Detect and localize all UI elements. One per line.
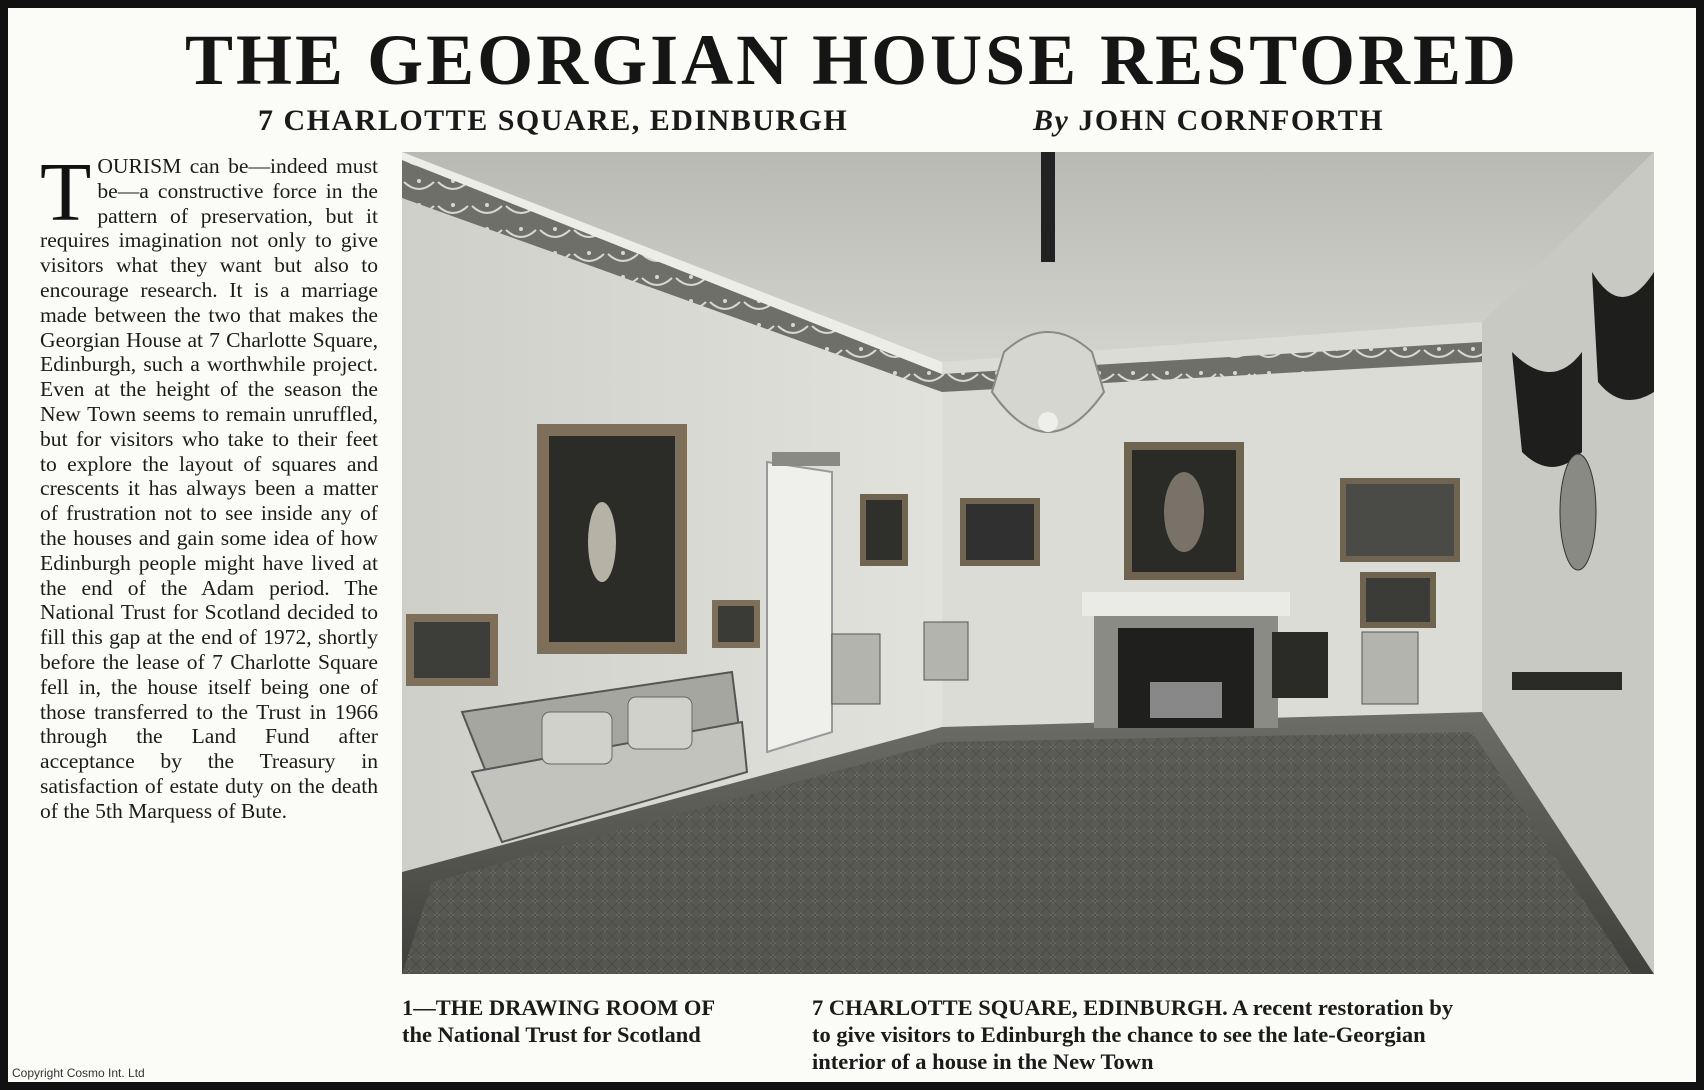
author-name: JOHN CORNFORTH [1078,104,1385,137]
caption-line: 1—THE DRAWING ROOM OF [402,995,716,1020]
article-body-text: OURISM can be—indeed must be—a constructive force in the pattern of preservation, but it requires imagination not only to give visitors what they want but also to encourage research. It is a marriage made between the two that makes the Georgian House at 7 Charlotte Square, Edinburgh, such a worthwhile project. Even at the height of the season the New Town seems to remain unruffled, but for visitors who take to their feet to explore the layout of squares and crescents it has always been a matter of frustration not to see inside any of the houses and gain some idea of how Edinburgh people might have lived at the end of the Adam period. The National Trust for Scotland decided to fill this gap at the end of 1972, shortly before the lease of 7 Charlotte Square fell in, the house itself being one of those transferred to the Trust in 1966 through the Land Fund after acceptance by the Treasury in satisfaction of estate duty on the death of the 5th Marquess of Bute. [40,154,378,823]
drawing-room-photo [402,152,1654,974]
painting-back-2 [966,504,1034,560]
side-table [1512,672,1622,690]
fire-screen [1272,632,1328,698]
mantelpiece [1082,592,1290,616]
drawing-room-illustration [402,152,1654,974]
article-body [40,146,378,824]
chair [924,622,968,680]
caption-line: to give visitors to Edinburgh the chance to see the late-Georgian [812,1022,1426,1047]
article-subtitle: 7 CHARLOTTE SQUARE, EDINBURGH [258,104,849,137]
article-byline [1033,104,1384,138]
door [767,462,832,752]
article-title: THE GEORGIAN HOUSE RESTORED [185,20,1519,100]
magazine-page [6,6,1698,1084]
fire-grate [1150,682,1222,718]
caption-line: the National Trust for Scotland [402,1022,701,1047]
byline-prefix: By [1033,104,1070,137]
cushion [628,697,692,749]
cushion [542,712,612,764]
caption-line: 7 CHARLOTTE SQUARE, EDINBURGH. A recent restoration by [812,995,1454,1020]
caption-line: interior of a house in the New Town [812,1049,1154,1074]
drop-cap: T [40,146,92,239]
landscape-painting [1346,484,1454,556]
painting-back-1 [866,500,902,560]
chair [1362,632,1418,704]
copyright-notice: Copyright Cosmo Int. Ltd [12,1066,145,1080]
caption-right-column [812,994,1654,1075]
wall-mirror [1560,454,1596,570]
caption-left-column [402,994,812,1048]
chair [832,634,880,704]
painting-figure [588,502,616,582]
door-pediment [772,452,840,466]
